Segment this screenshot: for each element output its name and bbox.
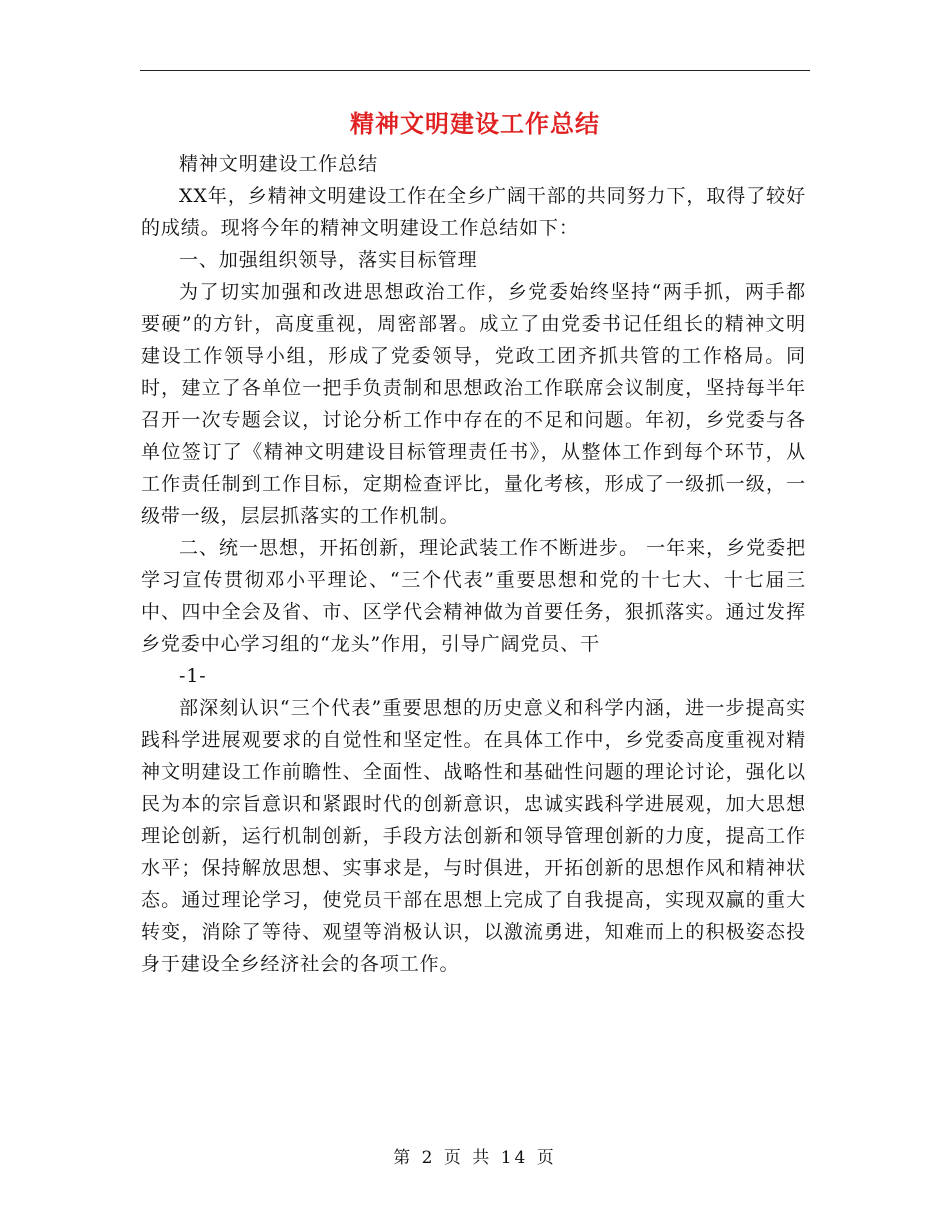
paragraph-section-2-continued: 部深刻认识“三个代表”重要思想的历史意义和科学内涵，进一步提高实践科学进展观要求的自觉性和坚定性。在具体工作中，乡党委高度重视对精神文明建设工作前瞻性、全面性、战略性和基础性问题的理论讨论，强化以民为本的宗旨意识和紧跟时代的创新意识，忠诚实践科学进展观，加大思想理论创新，运行机制创新，手段方法创新和领导管理创新的力度，提高工作水平；保持解放思想、实事求是，与时俱进，开拓创新的思想作风和精神状态。通过理论学习，使党员干部在思想上完成了自我提高，实现双赢的重大转变，消除了等待、观望等消极认识，以激流勇进，知难而上的积极姿态投身于建设全乡经济社会的各项工作。 xyxy=(141,697,806,975)
section-heading-1: 一、加强组织领导，落实目标管理 xyxy=(179,249,478,271)
page-number-footer: 第 2 页 共 14 页 xyxy=(393,1148,557,1168)
paragraph-subtitle: 精神文明建设工作总结 xyxy=(179,153,379,175)
header-rule xyxy=(140,70,810,71)
paragraph-section-2: 二、统一思想，开拓创新，理论武装工作不断进步。 一年来，乡党委把学习宣传贯彻邓小平理论、“三个代表”重要思想和党的十七大、十七届三中、四中全会及省、市、区学代会精神做为首要任务，狠抓落实。通过发挥乡党委中心学习组的“龙头”作用，引导广阔党员、干 xyxy=(141,537,806,655)
document-title: 精神文明建设工作总结 xyxy=(350,109,600,138)
paragraph-intro: XX年，乡精神文明建设工作在全乡广阔干部的共同努力下，取得了较好的成绩。现将今年的精神文明建设工作总结如下： xyxy=(141,185,806,239)
paragraph-section-1: 为了切实加强和改进思想政治工作，乡党委始终坚持“两手抓，两手都要硬”的方针，高度重视，周密部署。成立了由党委书记任组长的精神文明建设工作领导小组，形成了党委领导，党政工团齐抓共管的工作格局。同时，建立了各单位一把手负责制和思想政治工作联席会议制度，坚持每半年召开一次专题会议，讨论分析工作中存在的不足和问题。年初，乡党委与各单位签订了《精神文明建设目标管理责任书》，从整体工作到每个环节，从工作责任制到工作目标，定期检查评比，量化考核，形成了一级抓一级，一级带一级，层层抓落实的工作机制。 xyxy=(141,281,806,527)
inline-page-marker: -1- xyxy=(179,665,207,687)
document-body xyxy=(141,148,806,980)
